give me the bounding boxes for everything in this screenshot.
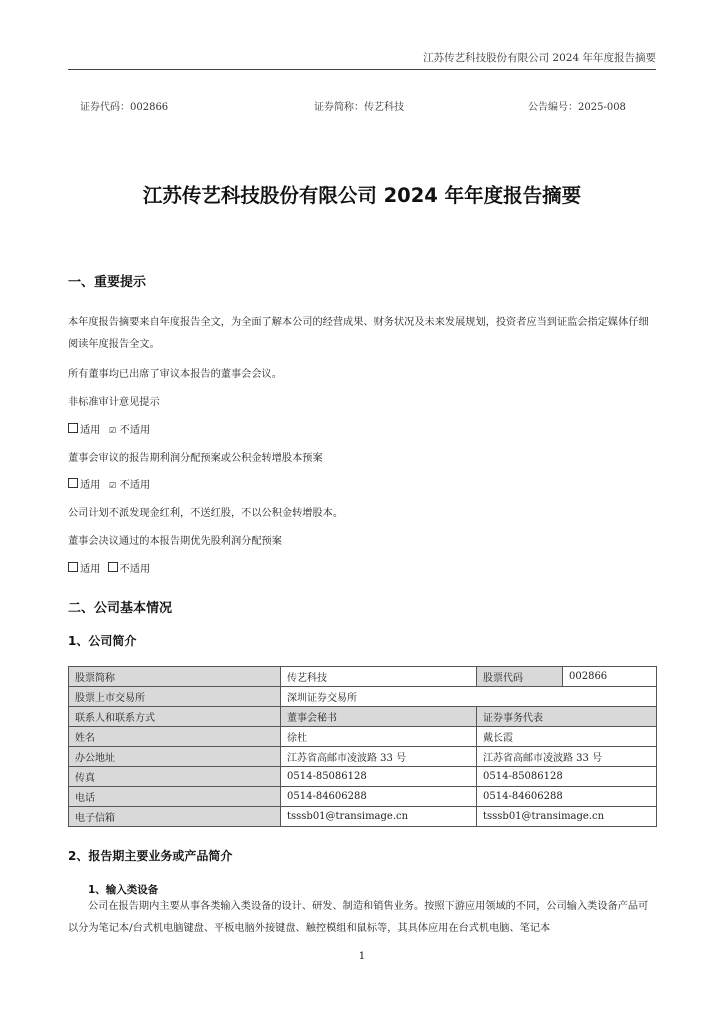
- document-title: 江苏传艺科技股份有限公司 2024 年年度报告摘要: [142, 184, 582, 207]
- security-code: 证券代码：002866: [80, 102, 169, 113]
- option-not-applicable-label: 不适用: [119, 564, 151, 575]
- paragraph-preferred-shares: 董事会决议通过的本报告期优先股利润分配预案: [68, 536, 282, 547]
- table-cell-label: 传真: [69, 767, 281, 787]
- table-cell-value: tsssb01@transimage.cn: [281, 807, 477, 827]
- option-applicable-label: 适用: [80, 564, 101, 575]
- table-cell-label: 联系人和联系方式: [69, 707, 281, 727]
- table-row: [69, 767, 657, 787]
- table-cell-value: 江苏省高邮市凌波路 33 号: [477, 747, 657, 767]
- company-info-table: [68, 666, 657, 827]
- section-heading-company-info: 二、公司基本情况: [68, 601, 173, 616]
- paragraph-directors-attendance: 所有董事均已出席了审议本报告的董事会会议。: [68, 369, 282, 380]
- table-cell-value: 002866: [563, 667, 657, 687]
- table-cell-value: 江苏省高邮市凌波路 33 号: [281, 747, 477, 767]
- option-not-applicable-label: 不适用: [119, 480, 151, 491]
- table-cell-label: 股票上市交易所: [69, 687, 281, 707]
- table-cell-label: 股票简称: [69, 667, 281, 687]
- paragraph-profit-plan: 董事会审议的报告期利润分配预案或公积金转增股本预案: [68, 453, 323, 464]
- table-cell-value: 0514-84606288: [477, 787, 657, 807]
- page-number: 1: [358, 950, 366, 962]
- checkbox-not-applicable-checked: ☑: [109, 481, 117, 490]
- option-preferred-shares: [68, 560, 150, 575]
- table-cell-label: 电子信箱: [69, 807, 281, 827]
- paragraph-input-devices: 公司在报告期内主要从事各类输入类设备的设计、研发、制造和销售业务。按照下游应用领域的不同，公司输入类设备产品可以分为笔记本/台式机电脑键盘、平板电脑外接键盘、触控模组和鼠标等，其具体应用在台式机电脑、笔记本: [68, 901, 649, 934]
- table-row: [69, 807, 657, 827]
- running-header: 江苏传艺科技股份有限公司 2024 年年度报告摘要: [68, 50, 656, 70]
- option-profit-plan: [68, 476, 150, 491]
- security-short-name: 证券简称：传艺科技: [314, 102, 404, 113]
- table-cell-value: 传艺科技: [281, 667, 477, 687]
- table-row: [69, 747, 657, 767]
- table-cell-value: 戴长霞: [477, 727, 657, 747]
- table-cell-header: 证券事务代表: [477, 707, 657, 727]
- table-cell-value: 0514-85086128: [281, 767, 477, 787]
- subsection-input-devices: 1、输入类设备: [88, 884, 159, 896]
- table-cell-value: tsssb01@transimage.cn: [477, 807, 657, 827]
- table-cell-label: 股票代码: [477, 667, 563, 687]
- checkbox-not-applicable-checked: ☑: [109, 426, 117, 435]
- paragraph-no-dividend: 公司计划不派发现金红利，不送红股，不以公积金转增股本。: [68, 508, 344, 519]
- table-cell-label: 电话: [69, 787, 281, 807]
- table-cell-value: 0514-84606288: [281, 787, 477, 807]
- option-applicable-label: 适用: [80, 425, 101, 436]
- table-row: [69, 667, 657, 687]
- table-cell-header: 董事会秘书: [281, 707, 477, 727]
- table-cell-label: 办公地址: [69, 747, 281, 767]
- notice-number: 公告编号：2025-008: [528, 102, 626, 113]
- checkbox-applicable: [68, 478, 78, 488]
- table-row: [69, 787, 657, 807]
- table-cell-value: 0514-85086128: [477, 767, 657, 787]
- paragraph-audit-opinion: 非标准审计意见提示: [68, 397, 160, 408]
- table-row: [69, 727, 657, 747]
- table-cell-value: 徐杜: [281, 727, 477, 747]
- table-row: [69, 707, 657, 727]
- option-not-applicable-label: 不适用: [119, 425, 151, 436]
- paragraph-summary-source: 本年度报告摘要来自年度报告全文，为全面了解本公司的经营成果、财务状况及未来发展规划，投资者应当到证监会指定媒体仔细阅读年度报告全文。: [68, 317, 649, 350]
- checkbox-applicable: [68, 562, 78, 572]
- table-row: [69, 687, 657, 707]
- checkbox-applicable: [68, 423, 78, 433]
- table-cell-label: 姓名: [69, 727, 281, 747]
- option-applicable-label: 适用: [80, 480, 101, 491]
- subsection-main-business: 2、报告期主要业务或产品简介: [68, 849, 233, 863]
- subsection-company-profile: 1、公司简介: [68, 634, 137, 648]
- checkbox-not-applicable: [108, 562, 118, 572]
- table-cell-value: 深圳证券交易所: [281, 687, 657, 707]
- option-audit-opinion: [68, 421, 150, 436]
- section-heading-important: 一、重要提示: [68, 275, 147, 290]
